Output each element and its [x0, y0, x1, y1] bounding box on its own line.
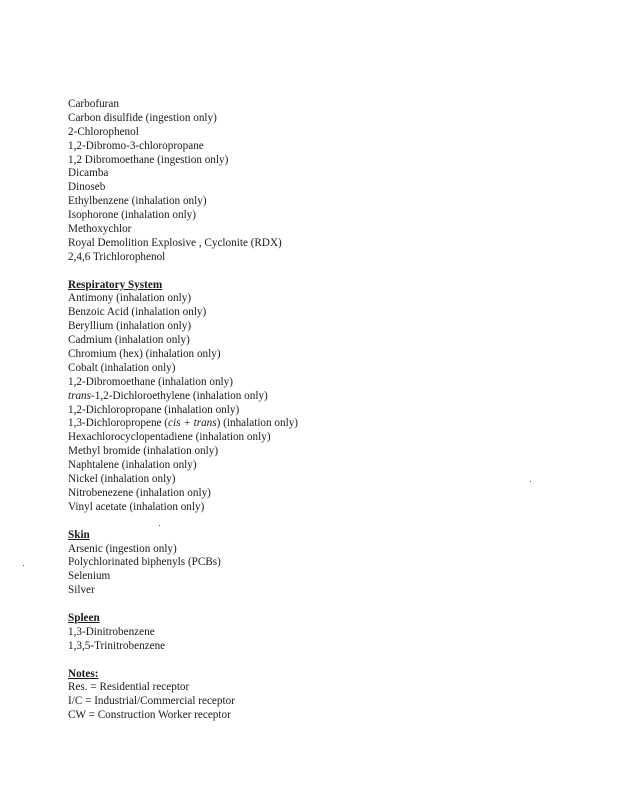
item-text: Res. = Residential receptor [68, 681, 190, 694]
section-heading: Skin [68, 528, 90, 541]
scan-speck [159, 525, 160, 526]
scan-speck [23, 565, 24, 566]
item-text: 1,3,5-Trinitrobenzene [68, 639, 166, 652]
list-item [68, 501, 588, 515]
item-text: Beryllium (inhalation only) [68, 320, 192, 333]
item-text: Carbofuran [68, 98, 119, 110]
list-item [68, 181, 588, 195]
list-item [68, 292, 588, 306]
list-item [68, 376, 588, 390]
list-item [68, 223, 588, 237]
list-item [68, 390, 588, 404]
item-text: Isophorone (inhalation only) [68, 209, 197, 222]
list-item [68, 348, 588, 362]
section-gap [68, 265, 588, 279]
italic-mid: cis + trans [168, 417, 217, 430]
list-item [68, 251, 588, 265]
list-item [68, 237, 588, 251]
list-item [68, 404, 588, 418]
section-heading: Spleen [68, 611, 100, 624]
item-text: 1,2-Dibromo-3-chloropropane [68, 139, 204, 152]
scan-speck [530, 481, 531, 482]
section-heading: Respiratory System [68, 278, 163, 291]
section-gap [68, 598, 588, 612]
item-text: Methyl bromide (inhalation only) [68, 445, 219, 458]
list-item [68, 320, 588, 334]
item-text: Carbon disulfide (ingestion only) [68, 111, 217, 124]
list-item [68, 98, 588, 112]
item-suffix: ) (inhalation only) [216, 417, 299, 430]
list-item [68, 126, 588, 140]
item-text: Naphtalene (inhalation only) [68, 459, 197, 472]
item-text: I/C = Industrial/Commercial receptor [68, 695, 235, 708]
list-item [68, 431, 588, 445]
item-text: Selenium [68, 570, 111, 583]
list-item [68, 445, 588, 459]
list-item [68, 417, 588, 431]
list-item [68, 362, 588, 376]
list-item [68, 695, 588, 709]
item-text: 2-Chlorophenol [68, 125, 139, 138]
list-item [68, 195, 588, 209]
item-text: Nitrobenezene (inhalation only) [68, 486, 211, 499]
document-body [68, 98, 588, 723]
list-item [68, 626, 588, 640]
item-text: Silver [68, 584, 95, 597]
item-text: Dinoseb [68, 181, 106, 194]
item-text: Vinyl acetate (inhalation only) [68, 500, 205, 513]
italic-prefix: trans [68, 389, 92, 402]
item-text: Ethylbenzene (inhalation only) [68, 195, 207, 208]
item-text: 1,2-Dibromoethane (inhalation only) [68, 375, 233, 388]
section-gap [68, 515, 588, 529]
list-item [68, 459, 588, 473]
item-text: CW = Construction Worker receptor [68, 709, 231, 722]
section-heading: Notes: [68, 667, 99, 680]
list-item [68, 681, 588, 695]
list-item [68, 640, 588, 654]
item-text: Chromium (hex) (inhalation only) [68, 348, 221, 361]
item-text: Arsenic (ingestion only) [68, 542, 177, 555]
item-text: 1,2-Dichloropropane (inhalation only) [68, 403, 240, 416]
item-text: -1,2-Dichloroethylene (inhalation only) [91, 389, 268, 402]
list-item [68, 209, 588, 223]
list-item [68, 306, 588, 320]
list-item [68, 584, 588, 598]
item-text: 1,2 Dibromoethane (ingestion only) [68, 153, 229, 166]
item-text: Nickel (inhalation only) [68, 473, 176, 486]
item-text: Royal Demolition Explosive , Cyclonite (RDX) [68, 236, 282, 249]
item-text: Hexachlorocyclopentadiene (inhalation only) [68, 431, 271, 444]
list-item [68, 154, 588, 168]
list-item [68, 334, 588, 348]
list-item [68, 140, 588, 154]
list-item [68, 473, 588, 487]
item-text: Dicamba [68, 167, 109, 180]
list-item [68, 112, 588, 126]
item-text: Benzoic Acid (inhalation only) [68, 306, 207, 319]
item-text: 1,3-Dichloropropene ( [68, 417, 169, 430]
list-item [68, 556, 588, 570]
list-item [68, 167, 588, 181]
item-text: 1,3-Dinitrobenzene [68, 625, 155, 638]
item-text: 2,4,6 Trichlorophenol [68, 250, 166, 263]
list-item [68, 570, 588, 584]
item-text: Methoxychlor [68, 223, 132, 236]
item-text: Cobalt (inhalation only) [68, 361, 176, 374]
list-item [68, 487, 588, 501]
item-text: Polychlorinated biphenyls (PCBs) [68, 556, 221, 569]
item-text: Antimony (inhalation only) [68, 292, 192, 305]
item-text: Cadmium (inhalation only) [68, 334, 190, 347]
section-gap [68, 654, 588, 668]
list-item [68, 543, 588, 557]
list-item [68, 709, 588, 723]
